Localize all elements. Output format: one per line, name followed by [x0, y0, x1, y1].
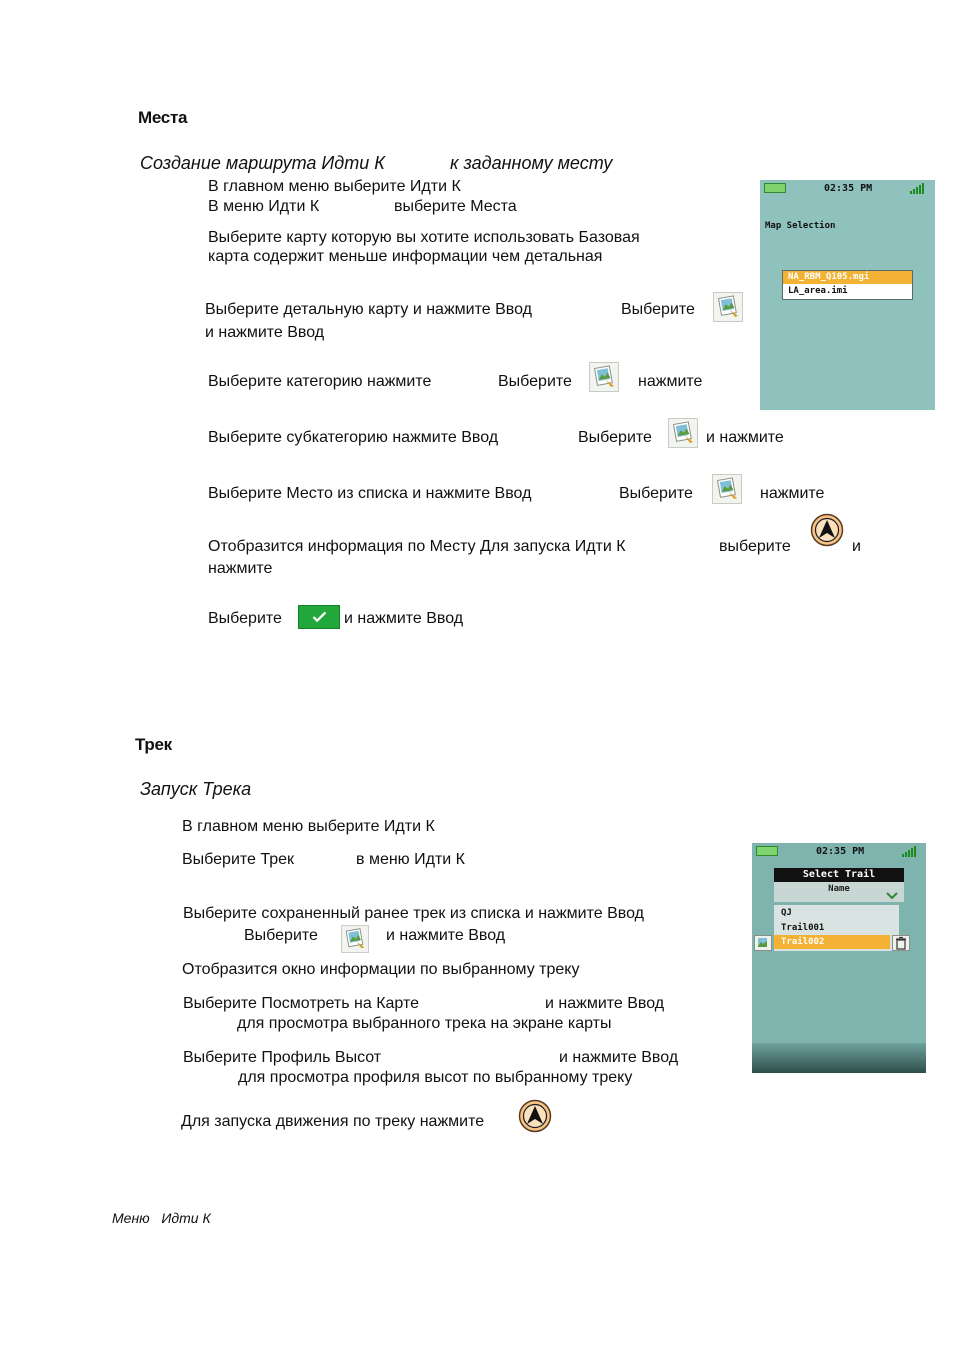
- subheading-create-route-end: к заданному месту: [450, 153, 613, 173]
- battery-icon: [764, 183, 786, 193]
- trail-step2-text-a: Выберите Трек: [182, 851, 295, 868]
- list-item[interactable]: NA_RBM_Q105.mgi: [783, 271, 912, 284]
- screen-title: Map Selection: [765, 221, 836, 231]
- step1-text-2a: В меню Идти К: [208, 198, 320, 215]
- chevron-down-icon[interactable]: [886, 892, 898, 900]
- status-bar: [752, 843, 926, 859]
- check-button-icon: [298, 605, 340, 629]
- screen-title: Select Trail: [774, 868, 904, 882]
- go-arrow-icon: [810, 513, 844, 547]
- subheading-start-trail: Запуск Трека: [140, 779, 252, 799]
- step5-text-b: Выберите: [578, 429, 652, 446]
- trail-step2-text-b: в меню Идти К: [356, 851, 465, 868]
- step3-text-a: Выберите детальную карту и нажмите Ввод: [205, 301, 532, 318]
- trail-step5-text-a: Выберите Посмотреть на Карте: [183, 995, 420, 1012]
- step1-text-2b: выберите Места: [394, 198, 517, 215]
- list-item[interactable]: QJ: [781, 908, 792, 918]
- subheading-create-route: Создание маршрута Идти К: [140, 153, 385, 173]
- map-list[interactable]: [782, 270, 913, 300]
- step2-text-2: карта содержит меньше информации чем детальная: [208, 248, 603, 265]
- map-selection-screenshot: [760, 180, 935, 410]
- list-item[interactable]: Trail002: [774, 935, 890, 949]
- trash-icon[interactable]: [892, 935, 910, 951]
- status-time: 02:35 PM: [816, 846, 865, 857]
- trail-step6-text-2: для просмотра профиля высот по выбранному треку: [238, 1069, 633, 1086]
- trail-step4-text: Отобразится окно информации по выбранному треку: [182, 961, 580, 978]
- step7-text-2: нажмите: [208, 560, 273, 577]
- section-heading-places: Места: [138, 108, 188, 127]
- signal-icon: [902, 845, 916, 857]
- map-picture-icon: [341, 925, 369, 953]
- step6-text-c: нажмите: [760, 485, 825, 502]
- trail-step1-text: В главном меню выберите Идти К: [182, 818, 435, 835]
- step3-text-2: и нажмите Ввод: [205, 324, 325, 341]
- trail-step3-text-b: и нажмите Ввод: [386, 927, 506, 944]
- soft-key-bar: [752, 1043, 926, 1073]
- status-time: 02:35 PM: [824, 183, 873, 194]
- trail-list-header: [774, 868, 904, 903]
- battery-icon: [756, 846, 778, 856]
- map-picture-icon[interactable]: [754, 935, 772, 951]
- map-picture-icon: [713, 292, 743, 322]
- step5-text-c: и нажмите: [706, 429, 784, 446]
- trail-step5-text-b: и нажмите Ввод: [545, 995, 665, 1012]
- page-footer: Меню Идти К: [112, 1210, 211, 1226]
- step5-text-a: Выберите субкатегорию нажмите Ввод: [208, 429, 499, 446]
- step7-text-a: Отобразится информация по Месту Для запуска Идти К: [208, 538, 626, 555]
- step8-text-b: и нажмите Ввод: [344, 610, 464, 627]
- map-picture-icon: [712, 474, 742, 504]
- section-heading-trail: Трек: [135, 735, 172, 754]
- map-picture-icon: [668, 418, 698, 448]
- step4-text-b: Выберите: [498, 373, 572, 390]
- step8-text-a: Выберите: [208, 610, 282, 627]
- trail-step7-text: Для запуска движения по треку нажмите: [181, 1113, 485, 1130]
- step1-text: В главном меню выберите Идти К: [208, 178, 461, 195]
- status-bar: [760, 180, 935, 196]
- trail-step3-text-a: Выберите: [244, 927, 318, 944]
- go-arrow-icon: [518, 1099, 552, 1133]
- step3-text-b: Выберите: [621, 301, 695, 318]
- step4-text-c: нажмите: [638, 373, 703, 390]
- step6-text-a: Выберите Место из списка и нажмите Ввод: [208, 485, 532, 502]
- step2-text: Выберите карту которую вы хотите использовать Базовая: [208, 229, 640, 246]
- step7-text-b: выберите: [719, 538, 791, 555]
- map-picture-icon: [589, 362, 619, 392]
- trail-step3-text: Выберите сохраненный ранее трек из списка и нажмите Ввод: [183, 905, 644, 922]
- list-item[interactable]: Trail001: [781, 923, 825, 933]
- trail-step5-text-2: для просмотра выбранного трека на экране карты: [237, 1015, 612, 1032]
- column-header[interactable]: Name: [774, 882, 904, 902]
- step4-text-a: Выберите категорию нажмите: [208, 373, 432, 390]
- list-item[interactable]: LA_area.imi: [788, 286, 848, 296]
- step7-text-c: и: [852, 538, 861, 555]
- trail-step6-text-b: и нажмите Ввод: [559, 1049, 679, 1066]
- step6-text-b: Выберите: [619, 485, 693, 502]
- trail-step6-text-a: Выберите Профиль Высот: [183, 1049, 382, 1066]
- select-trail-screenshot: [752, 843, 926, 1073]
- signal-icon: [910, 182, 924, 194]
